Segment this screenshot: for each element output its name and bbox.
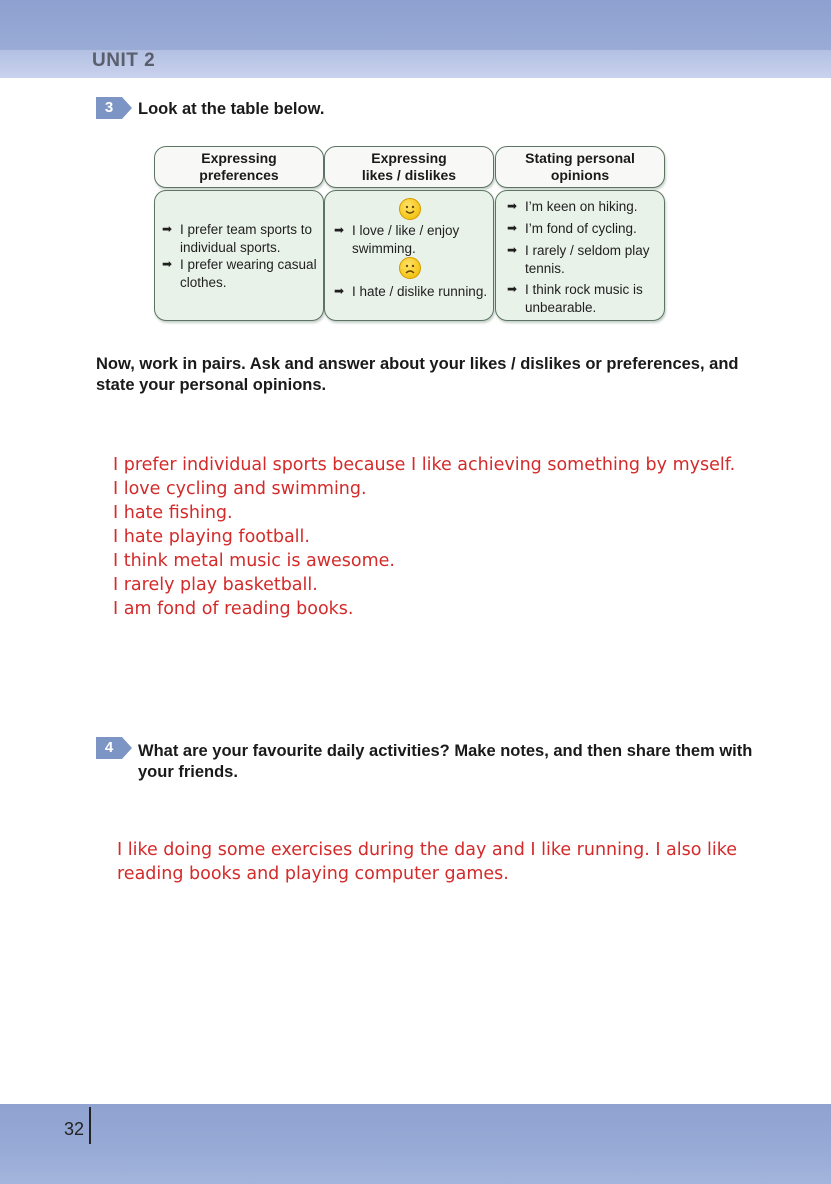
top-header-band — [0, 0, 831, 50]
arrow-right-icon: ➡ — [507, 199, 518, 213]
footer-band — [0, 1104, 831, 1184]
answer-line: reading books and playing computer games. — [117, 864, 509, 884]
table-heading-preferences: Expressing preferences — [154, 146, 324, 188]
list-item: ➡ I prefer wearing casual clothes. — [162, 257, 317, 290]
arrow-right-icon: ➡ — [507, 243, 518, 257]
task-3-badge: 3 — [96, 97, 122, 119]
answer-line: I love cycling and swimming. — [113, 479, 367, 499]
list-item: ➡ I’m keen on hiking. — [507, 199, 638, 214]
task-4-badge: 4 — [96, 737, 122, 759]
answer-line: I think metal music is awesome. — [113, 551, 395, 571]
arrow-right-icon: ➡ — [162, 222, 173, 236]
sad-face-icon — [399, 257, 421, 279]
table-column-opinions — [495, 190, 665, 321]
list-item: ➡ I’m fond of cycling. — [507, 221, 637, 236]
arrow-right-icon: ➡ — [334, 284, 345, 298]
pair-work-instruction: Now, work in pairs. Ask and answer about your likes / dislikes or preferences, and state your personal opinions. — [96, 355, 739, 394]
page-number-divider — [89, 1107, 91, 1144]
answer-line: I hate fishing. — [113, 503, 233, 523]
list-item: ➡ I rarely / seldom play tennis. — [507, 243, 650, 276]
task-3-instruction: Look at the table below. — [138, 100, 325, 118]
unit-label: UNIT 2 — [92, 50, 156, 71]
arrow-right-icon: ➡ — [162, 257, 173, 271]
arrow-right-icon: ➡ — [507, 221, 518, 235]
list-item: ➡ I prefer team sports to individual sports. — [162, 222, 313, 255]
list-item: ➡ I love / like / enjoy swimming. — [334, 223, 460, 256]
smiley-face-icon — [399, 198, 421, 220]
table-column-preferences — [154, 190, 324, 321]
answer-line: I rarely play basketball. — [113, 575, 318, 595]
arrow-right-icon: ➡ — [334, 223, 345, 237]
answer-line: I hate playing football. — [113, 527, 310, 547]
list-item: ➡ I hate / dislike running. — [334, 284, 488, 299]
answer-line: I prefer individual sports because I like achieving something by myself. — [113, 455, 736, 475]
table-heading-opinions: Stating personal opinions — [495, 146, 665, 188]
table-heading-likes-dislikes: Expressing likes / dislikes — [324, 146, 494, 188]
arrow-right-icon: ➡ — [507, 282, 518, 296]
answer-line: I like doing some exercises during the day and I like running. I also like — [117, 840, 738, 860]
page-number: 32 — [64, 1119, 85, 1139]
table-column-likes-dislikes — [324, 190, 494, 321]
list-item: ➡ I think rock music is unbearable. — [507, 282, 643, 315]
task-4-instruction: What are your favourite daily activities? Make notes, and then share them with your friends. — [138, 742, 753, 781]
answer-line: I am fond of reading books. — [113, 599, 354, 619]
